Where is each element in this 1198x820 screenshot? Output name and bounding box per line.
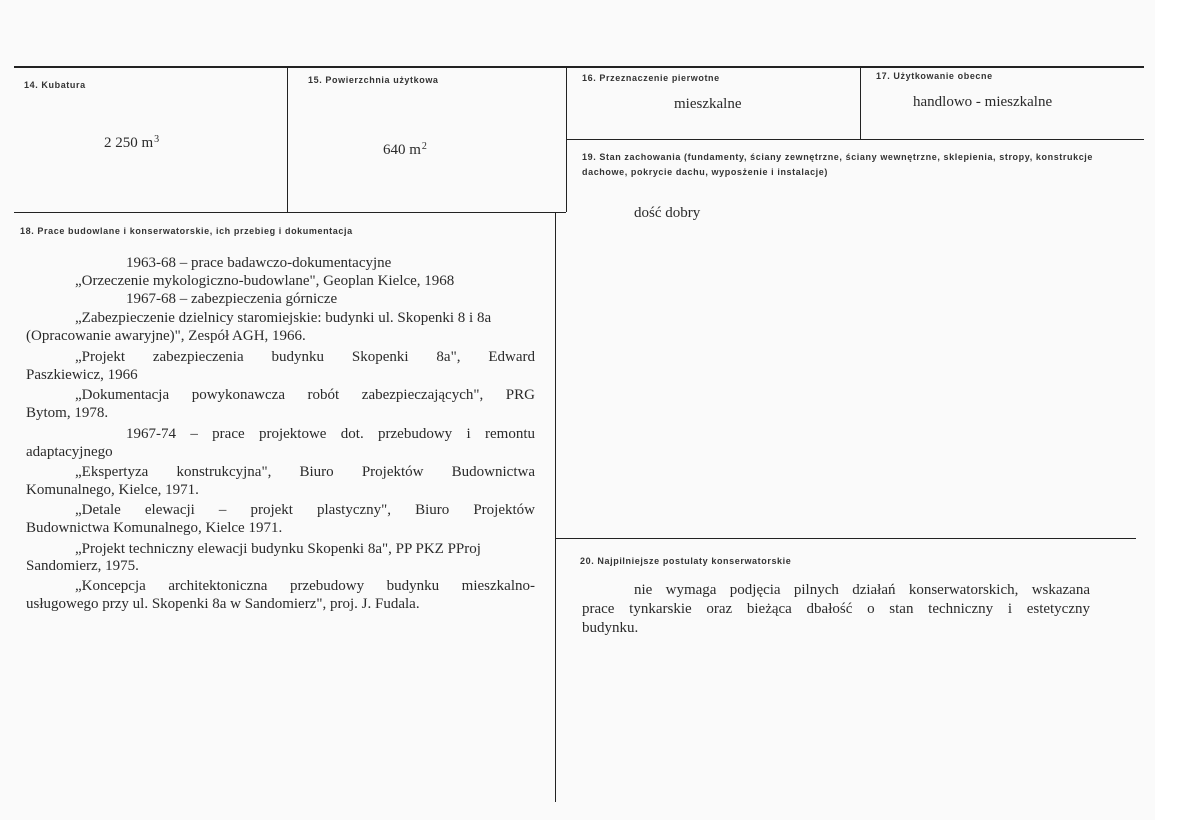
rule-v-16-17: [860, 67, 861, 140]
field-18-line: „Orzeczenie mykologiczno-budowlane", Geoplan Kielce, 1968: [75, 273, 455, 289]
rule-v-14-15: [287, 67, 288, 212]
field-18-line: „Dokumentacja powykonawcza robót zabezpieczających", PRG: [75, 387, 535, 403]
field-14-label: 14. Kubatura: [24, 80, 86, 90]
field-20-line: nie wymaga podjęcia pilnych działań konserwatorskich, wskazana: [634, 582, 1090, 598]
field-18-line: „Projekt zabezpieczenia budynku Skopenki 8a", Edward: [75, 349, 535, 365]
field-18-line: „Ekspertyza konstrukcyjna", Biuro Projektów Budownictwa: [75, 464, 535, 480]
field-18-line: adaptacyjnego: [26, 444, 113, 460]
field-15-number: 640 m: [383, 142, 421, 158]
rule-h-20: [556, 538, 1136, 539]
field-18-line: Budownictwa Komunalnego, Kielce 1971.: [26, 520, 283, 536]
page-right-margin: [1155, 0, 1198, 820]
field-18-line: „Projekt techniczny elewacji budynku Skopenki 8a", PP PKZ PProj: [75, 541, 481, 557]
field-18-line: Bytom, 1978.: [26, 405, 109, 421]
field-16-label: 16. Przeznaczenie pierwotne: [582, 73, 720, 83]
field-17-label: 17. Użytkowanie obecne: [876, 71, 993, 81]
field-17-value: handlowo - mieszkalne: [913, 94, 1053, 110]
field-20-line: prace tynkarskie oraz bieżąca dbałość o stan techniczny i estetyczny: [582, 601, 1090, 617]
field-15-value: [383, 141, 427, 159]
field-18-line: Sandomierz, 1975.: [26, 558, 139, 574]
rule-h-18: [14, 212, 566, 213]
field-19-label: 19. Stan zachowania (fundamenty, ściany zewnętrzne, ściany wewnętrzne, sklepienia, stropy, konstrukcje dachowe, pokrycie dachu, wyposżenie i instalacje): [582, 152, 1094, 177]
field-18-line: 1967-74 – prace projektowe dot. przebudowy i remontu: [126, 426, 535, 442]
field-18-line: usługowego przy ul. Skopenki 8a w Sandomierz", proj. J. Fudala.: [26, 596, 420, 612]
field-20-line: budynku.: [582, 620, 639, 636]
rule-h-16-17: [566, 139, 1144, 140]
field-18-line: 1963-68 – prace badawczo-dokumentacyjne: [126, 255, 392, 271]
field-14-value: [104, 134, 159, 152]
field-18-line: „Detale elewacji – projekt plastyczny", Biuro Projektów: [75, 502, 535, 518]
field-18-line: „Koncepcja architektoniczna przebudowy budynku mieszkalno-: [75, 578, 535, 594]
field-20-label: 20. Najpilniejsze postulaty konserwatorskie: [580, 556, 792, 566]
field-18-line: „Zabezpieczenie dzielnicy staromiejskie: budynki ul. Skopenki 8 i 8a: [75, 310, 492, 326]
rule-top: [14, 66, 1144, 68]
field-15-exponent: 2: [421, 141, 427, 152]
rule-v-main-lower: [555, 212, 556, 802]
field-18-label: 18. Prace budowlane i konserwatorskie, ich przebieg i dokumentacja: [20, 226, 353, 236]
field-19-value: dość dobry: [634, 205, 701, 221]
field-18-line: Paszkiewicz, 1966: [26, 367, 138, 383]
field-18-line: 1967-68 – zabezpieczenia górnicze: [126, 291, 338, 307]
field-14-exponent: 3: [154, 134, 160, 145]
field-15-label: 15. Powierzchnia użytkowa: [308, 75, 439, 85]
field-14-number: 2 250 m: [104, 135, 154, 151]
field-18-line: (Opracowanie awaryjne)", Zespół AGH, 1966.: [26, 328, 306, 344]
field-18-line: Komunalnego, Kielce, 1971.: [26, 482, 199, 498]
field-16-value: mieszkalne: [674, 96, 742, 112]
